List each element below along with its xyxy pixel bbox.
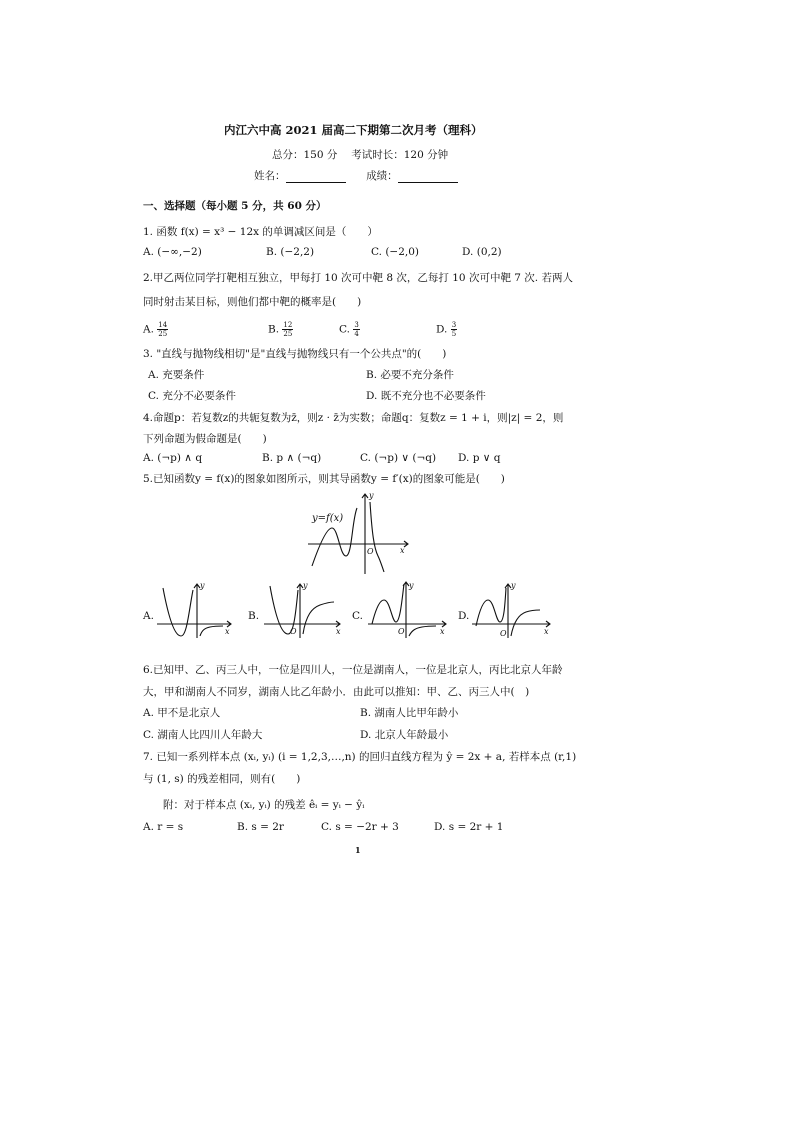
curve-right [370, 502, 384, 572]
q2-a-label: A. [143, 323, 154, 336]
q2-c-fraction [353, 321, 359, 338]
y-axis-label: y [409, 581, 414, 590]
question-2-stem-line1: 2.甲乙两位同学打靶相互独立，甲每打 10 次可中靶 8 次，乙每打 10 次可中靶 7 次. 若两人 [143, 272, 573, 284]
q7-option-d: D. s = 2r + 1 [434, 821, 504, 833]
q2-d-den: 5 [451, 330, 457, 338]
q6-option-b: B. 湖南人比甲年龄小 [360, 707, 459, 719]
q5-option-a-graph [155, 580, 233, 640]
q5-option-d-graph [470, 580, 552, 640]
curve-right [303, 602, 334, 634]
q2-d-num: 3 [451, 321, 457, 329]
question-1-stem: 1. 函数 f(x) = x³ − 12x 的单调减区间是（ ） [143, 226, 378, 238]
q2-a-num: 14 [158, 321, 168, 329]
graph-f-of-x [300, 488, 415, 576]
curve-right [511, 610, 540, 636]
page-title: 内江六中高 2021 届高二下期第二次月考（理科） [224, 123, 483, 137]
question-6-stem-line1: 6.已知甲、乙、丙三人中，一位是四川人，一位是湖南人，一位是北京人，丙比北京人年龄 [143, 664, 563, 676]
x-axis-label: x [225, 627, 230, 636]
question-7-stem-line2: 与 (1, s) 的残差相同，则有( ) [143, 773, 301, 785]
question-7-note: 附：对于样本点 (xᵢ, yᵢ) 的残差 êᵢ = yᵢ − ŷᵢ [163, 799, 365, 811]
score-time-info: 总分：150 分 考试时长：120 分钟 [272, 149, 449, 161]
q3-option-b: B. 必要不充分条件 [366, 369, 454, 381]
x-axis-label: x [336, 627, 341, 636]
origin-label: O [367, 547, 374, 556]
q5-option-c-label: C. [352, 610, 363, 622]
q5-option-b-graph [262, 580, 342, 640]
q2-option-a [143, 321, 168, 338]
q3-option-c: C. 充分不必要条件 [148, 390, 236, 402]
q1-option-a: A. (−∞,−2) [143, 246, 202, 258]
q5-option-d-label: D. [458, 610, 470, 622]
curve-right [200, 626, 223, 636]
q2-d-label: D. [436, 323, 448, 336]
question-4-stem-line2: 下列命题为假命题是( ) [143, 433, 267, 445]
q6-option-c: C. 湖南人比四川人年龄大 [143, 729, 263, 741]
q2-b-num: 12 [283, 321, 293, 329]
q7-option-c: C. s = −2r + 3 [321, 821, 399, 833]
q5-option-a-label: A. [143, 610, 154, 622]
q2-c-den: 4 [354, 330, 359, 338]
y-axis-label: y [369, 491, 374, 500]
q4-option-c: C. (¬p) ∨ (¬q) [360, 452, 437, 464]
x-axis-label: x [544, 627, 549, 636]
y-axis-label: y [511, 581, 516, 590]
q2-a-fraction [157, 321, 168, 338]
grade-label: 成绩： [366, 170, 398, 182]
q3-option-a: A. 充要条件 [148, 369, 205, 381]
origin-label: O [398, 627, 405, 636]
q4-option-d: D. p ∨ q [458, 452, 501, 464]
q2-option-b [268, 321, 293, 338]
q5-option-c-graph [366, 578, 448, 640]
origin-label: O [290, 627, 297, 636]
x-axis-label: x [440, 627, 445, 636]
question-4-stem-line1: 4.命题p：若复数z的共轭复数为z̄，则z · z̄为实数；命题q：复数z = 1 + i，则|z| = 2，则 [143, 412, 564, 424]
curve-left [476, 588, 506, 626]
x-axis-label: x [400, 546, 405, 555]
q2-b-fraction [282, 321, 293, 338]
q2-a-den: 25 [158, 330, 168, 338]
y-axis-label: y [303, 581, 308, 590]
q2-d-fraction [451, 321, 457, 338]
question-3-stem: 3. "直线与抛物线相切"是"直线与抛物线只有一个公共点"的( ) [143, 348, 447, 360]
curve-left [163, 588, 193, 636]
q6-option-a: A. 甲不是北京人 [143, 707, 221, 719]
q1-option-b: B. (−2,2) [266, 246, 315, 258]
q6-option-d: D. 北京人年龄最小 [360, 729, 449, 741]
question-5-stem: 5.已知函数y = f(x)的图象如图所示，则其导函数y = f′(x)的图象可能是( ) [143, 473, 505, 485]
q2-c-num: 3 [354, 321, 359, 329]
name-label: 姓名： [254, 170, 286, 182]
y-axis-label: y [200, 581, 205, 590]
question-7-stem-line1: 7. 已知一系列样本点 (xᵢ, yᵢ) (i = 1,2,3,…,n) 的回归直线方程为 ŷ = 2x + a, 若样本点 (r,1) [143, 751, 577, 763]
question-2-stem-line2: 同时射击某目标，则他们都中靶的概率是( ) [143, 296, 362, 308]
q5-option-b-label: B. [248, 610, 260, 622]
q3-option-d: D. 既不充分也不必要条件 [366, 390, 486, 402]
grade-blank[interactable] [398, 172, 458, 183]
curve-right [409, 626, 436, 636]
q1-option-d: D. (0,2) [462, 246, 502, 258]
name-blank[interactable] [286, 172, 346, 183]
origin-label: O [500, 629, 507, 638]
q2-c-label: C. [339, 323, 350, 336]
q2-b-den: 25 [283, 330, 293, 338]
q2-option-c [339, 321, 360, 338]
q7-option-a: A. r = s [143, 821, 184, 833]
section-title: 一、选择题（每小题 5 分，共 60 分） [143, 200, 327, 212]
question-6-stem-line2: 大，甲和湖南人不同岁，湖南人比乙年龄小．由此可以推知：甲、乙、丙三人中( ) [143, 686, 530, 698]
name-field [254, 168, 458, 183]
q1-option-c: C. (−2,0) [371, 246, 420, 258]
q4-option-b: B. p ∧ (¬q) [262, 452, 322, 464]
page-number: 1 [355, 845, 361, 855]
q2-b-label: B. [268, 323, 280, 336]
q4-option-a: A. (¬p) ∧ q [143, 452, 203, 464]
q7-option-b: B. s = 2r [237, 821, 284, 833]
graph-label: y=f(x) [312, 513, 344, 524]
curve-left [372, 584, 404, 624]
q2-option-d [436, 321, 457, 338]
